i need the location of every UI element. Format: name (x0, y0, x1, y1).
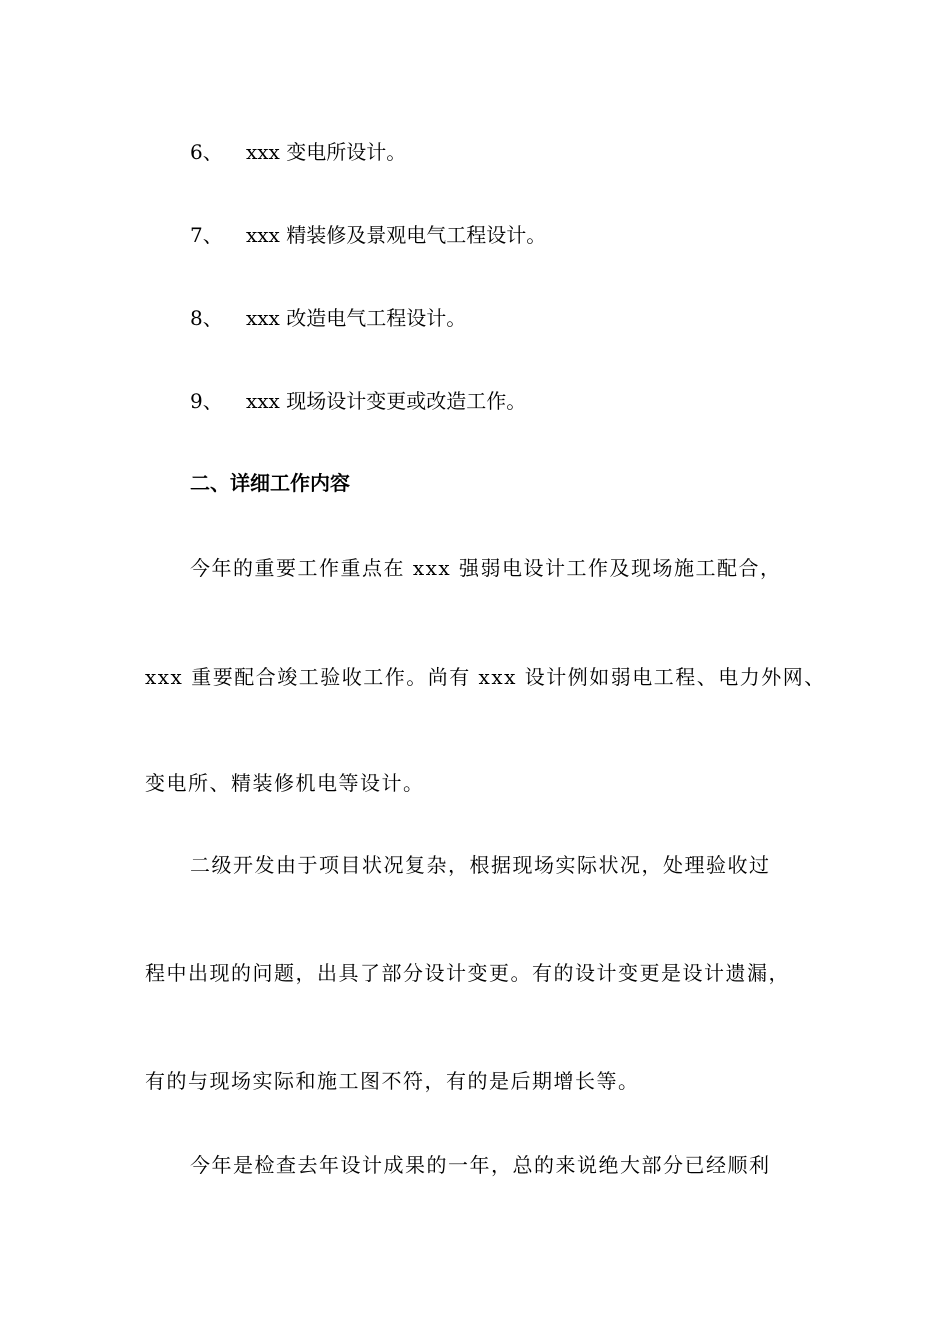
paragraph-line: xxx 重要配合竣工验收工作。尚有 xxx 设计例如弱电工程、电力外网、 (145, 665, 826, 689)
list-item-number: 9、 (190, 389, 223, 413)
paragraph-line: 变电所、精装修机电等设计。 (145, 771, 425, 795)
list-item (190, 303, 466, 333)
list-item-number: 6、 (190, 140, 223, 164)
section-heading: 二、详细工作内容 (190, 471, 350, 495)
paragraph-line: 有的与现场实际和施工图不符，有的是后期增长等。 (145, 1069, 640, 1093)
list-item-text: xxx 变电所设计。 (246, 140, 407, 164)
list-item-text: xxx 精装修及景观电气工程设计。 (246, 223, 547, 247)
list-item (190, 137, 406, 167)
paragraph-line: 程中出现的问题，出具了部分设计变更。有的设计变更是设计遗漏， (145, 961, 790, 985)
list-item-text: xxx 改造电气工程设计。 (246, 306, 467, 330)
paragraph-line: 今年的重要工作重点在 xxx 强弱电设计工作及现场施工配合， (190, 556, 782, 580)
list-item-number: 7、 (190, 223, 223, 247)
list-item-text: xxx 现场设计变更或改造工作。 (246, 389, 527, 413)
paragraph-line: 今年是检查去年设计成果的一年，总的来说绝大部分已经顺利 (190, 1153, 771, 1177)
list-item-number: 8、 (190, 306, 223, 330)
list-item (190, 386, 526, 416)
paragraph-line: 二级开发由于项目状况复杂，根据现场实际状况，处理验收过 (190, 853, 771, 877)
list-item (190, 220, 546, 250)
